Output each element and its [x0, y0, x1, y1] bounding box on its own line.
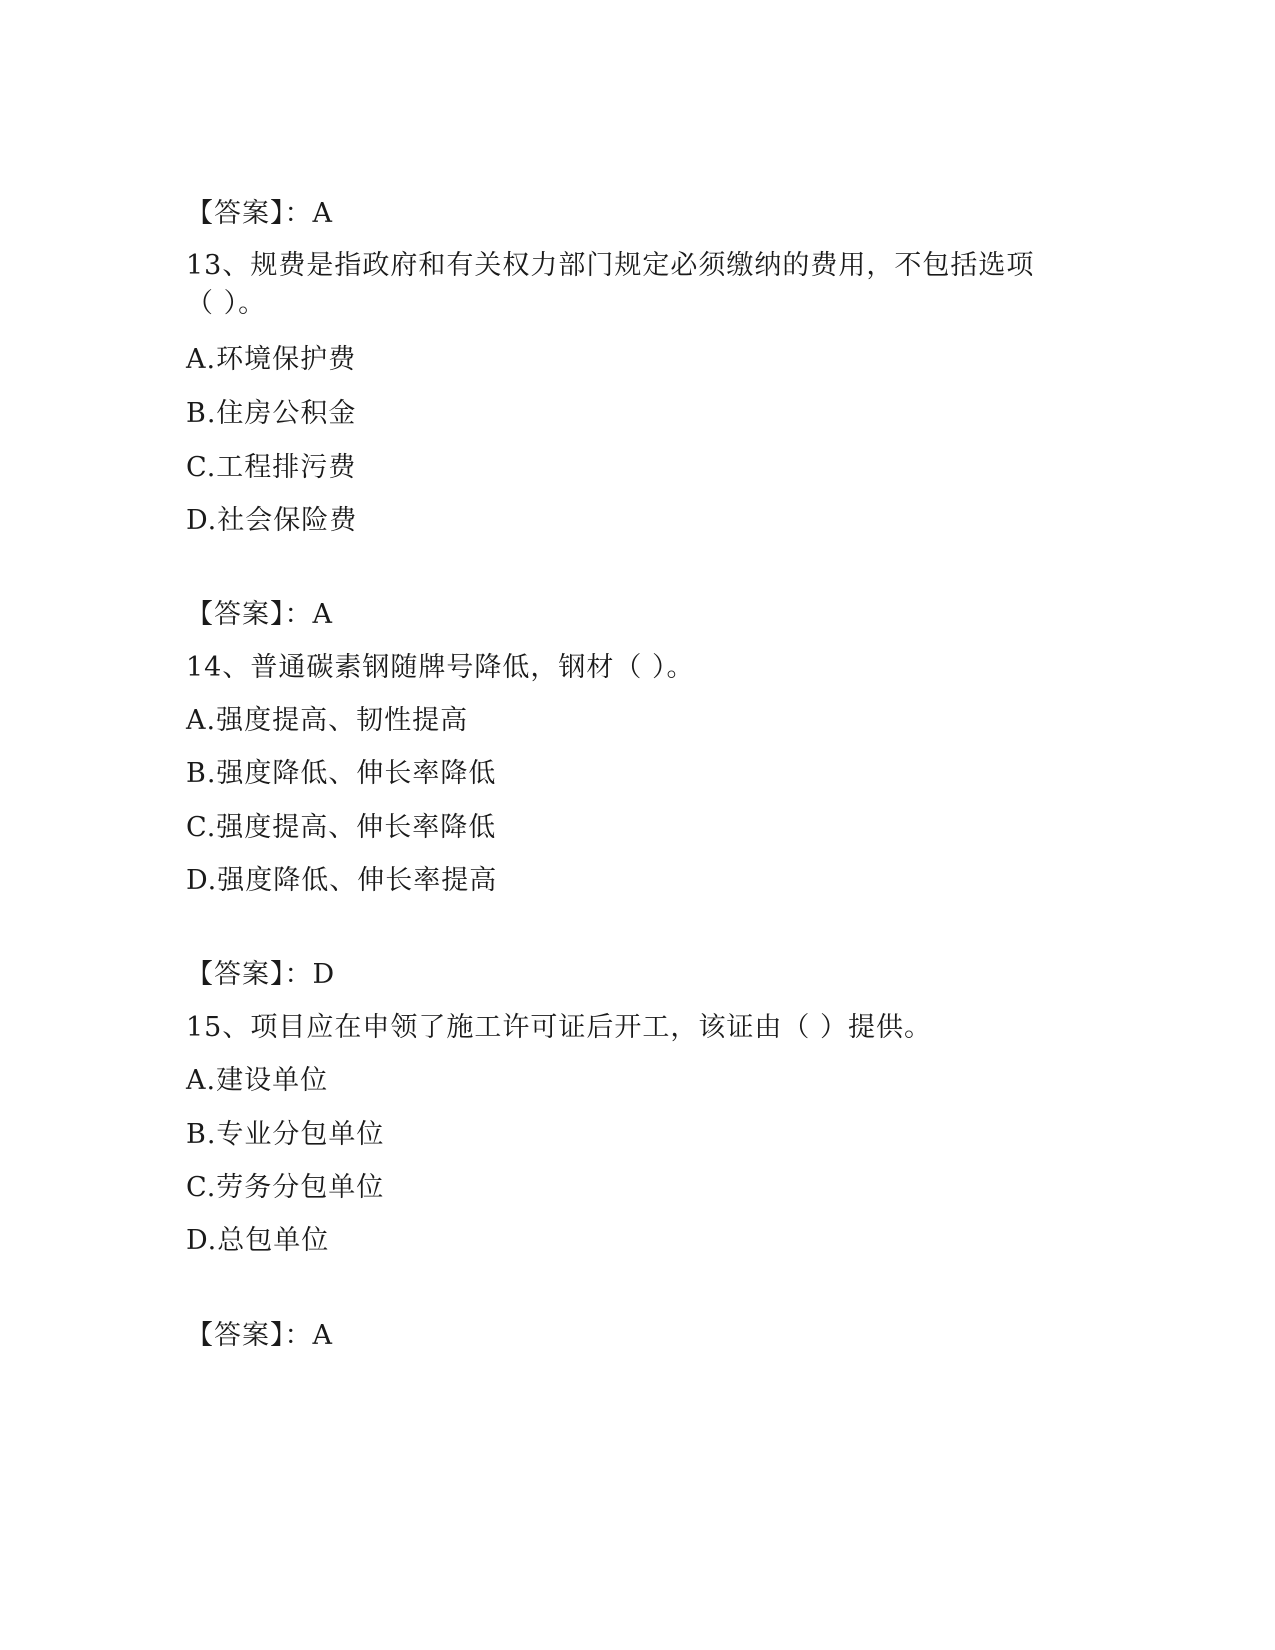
question-stem: 14、普通碳素钢随牌号降低，钢材（ ）。: [186, 652, 695, 683]
answer-line: [186, 1318, 333, 1354]
answer-separator: ：: [284, 599, 313, 630]
answer-line: [186, 957, 335, 993]
answer-value: A: [312, 599, 333, 630]
option-b: B.专业分包单位: [186, 1119, 385, 1150]
question-stem: 13、规费是指政府和有关权力部门规定必须缴纳的费用，不包括选项: [186, 250, 1035, 281]
answer-label: 【答案】: [186, 599, 285, 630]
option-c: C.强度提高、伸长率降低: [186, 812, 497, 843]
option-d: D.强度降低、伸长率提高: [186, 865, 498, 896]
option-a: A.强度提高、韧性提高: [186, 705, 469, 736]
question-stem-continuation: （ ）。: [186, 288, 267, 319]
answer-label: 【答案】: [186, 1320, 285, 1351]
answer-label: 【答案】: [186, 959, 285, 990]
answer-label: 【答案】: [186, 198, 285, 229]
answer-separator: ：: [284, 198, 313, 229]
option-c: C.劳务分包单位: [186, 1172, 385, 1203]
option-c: C.工程排污费: [186, 452, 357, 483]
question-stem: 15、项目应在申领了施工许可证后开工，该证由（ ）提供。: [186, 1012, 932, 1043]
option-d: D.社会保险费: [186, 505, 358, 536]
option-a: A.环境保护费: [186, 344, 357, 375]
answer-value: A: [312, 198, 333, 229]
option-d: D.总包单位: [186, 1225, 330, 1256]
answer-line: [186, 196, 333, 232]
option-a: A.建设单位: [186, 1065, 329, 1096]
answer-line: [186, 597, 333, 633]
option-b: B.住房公积金: [186, 398, 357, 429]
answer-separator: ：: [284, 1320, 313, 1351]
answer-value: A: [312, 1320, 333, 1351]
option-b: B.强度降低、伸长率降低: [186, 758, 497, 789]
answer-separator: ：: [284, 959, 313, 990]
answer-value: D: [312, 959, 336, 990]
